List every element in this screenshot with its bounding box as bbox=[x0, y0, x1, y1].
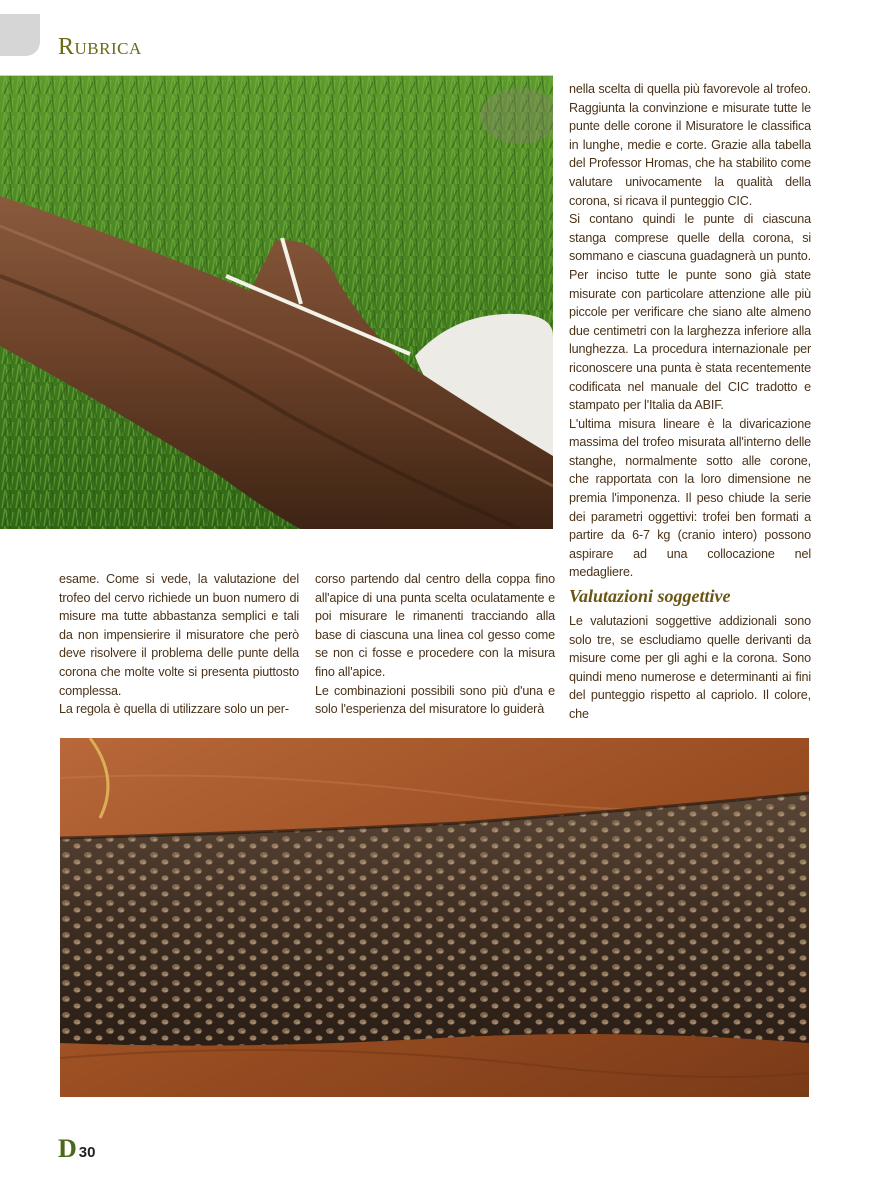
paragraph: Le valutazioni soggettive addizionali sono solo tre, se escludiamo quelle derivanti da misure come per gli aghi e la corona. Sono quindi meno numerose e determinanti ai fini del punteggio rispetto al capriolo. Il colore, che bbox=[569, 614, 811, 721]
paragraph: La regola è quella di utilizzare solo un per- bbox=[59, 702, 289, 717]
paragraph: L'ultima misura lineare è la divaricazione massima del trofeo misurata all'interno delle stanghe, normalmente sotto alle corone, che rapportata con la loro dimensione ne premia l'imponenza. Il peso chiude la serie dei parametri oggettivi: trofei ben formati a partire da 6-7 kg (cranio intero) possono aspirare ad una collocazione nel medagliere. bbox=[569, 416, 811, 580]
page-folio bbox=[58, 1134, 95, 1164]
text-column-a bbox=[59, 570, 299, 719]
section-corner-tab bbox=[0, 14, 40, 56]
paragraph: corso partendo dal centro della coppa fino all'apice di una punta scelta oculatamente e poi misurare le rimanenti tracciando alla base di ciascuna una linea col gesso come se non ci fosse e procedere con la misura fino all'apice. bbox=[315, 572, 555, 679]
photo-antler-chalk-lines bbox=[0, 76, 553, 529]
text-column-b bbox=[315, 570, 555, 719]
page-number: 30 bbox=[78, 1144, 96, 1161]
paragraph: Le combinazioni possibili sono più d'una e solo l'esperienza del misuratore lo guiderà bbox=[315, 683, 555, 717]
text-column-right bbox=[569, 80, 811, 582]
text-column-c bbox=[569, 612, 811, 724]
photo-antler-pearling bbox=[60, 738, 809, 1097]
paragraph: Si contano quindi le punte di ciascuna stanga comprese quelle della corona, si sommano e ciascuna guadagnerà un punto. Per inciso tutte le punte sono già state misurate con particolare attenzione alle più piccole per verificare che siano alte almeno due centimetri con la larghezza inferiore alla lunghezza. La procedura internazionale per riconoscere una punta è stata recentemente codificata nel manuale del CIC tradotto e stampato per l'Italia da ABIF. bbox=[569, 212, 811, 413]
paragraph: esame. Come si vede, la valutazione del trofeo del cervo richiede un buon numero di misure ma tutte abbastanza semplici e tali da non impensierire il misuratore che però deve risolvere il problema delle punte della corona che molte volte si presenta piuttosto complessa. bbox=[59, 572, 299, 698]
section-title: Rubrica bbox=[58, 34, 142, 60]
paragraph: nella scelta di quella più favorevole al trofeo. Raggiunta la convinzione e misurate tutte le punte delle corone il Misuratore le classifica in lunghe, medie e corte. Grazie alla tabella del Professor Hromas, che ha stabilito come valutare univocamente la qualità della corona, si ricava il punteggio CIC. bbox=[569, 82, 811, 208]
magazine-mark: D bbox=[58, 1134, 77, 1163]
subheading: Valutazioni soggettive bbox=[569, 586, 731, 606]
